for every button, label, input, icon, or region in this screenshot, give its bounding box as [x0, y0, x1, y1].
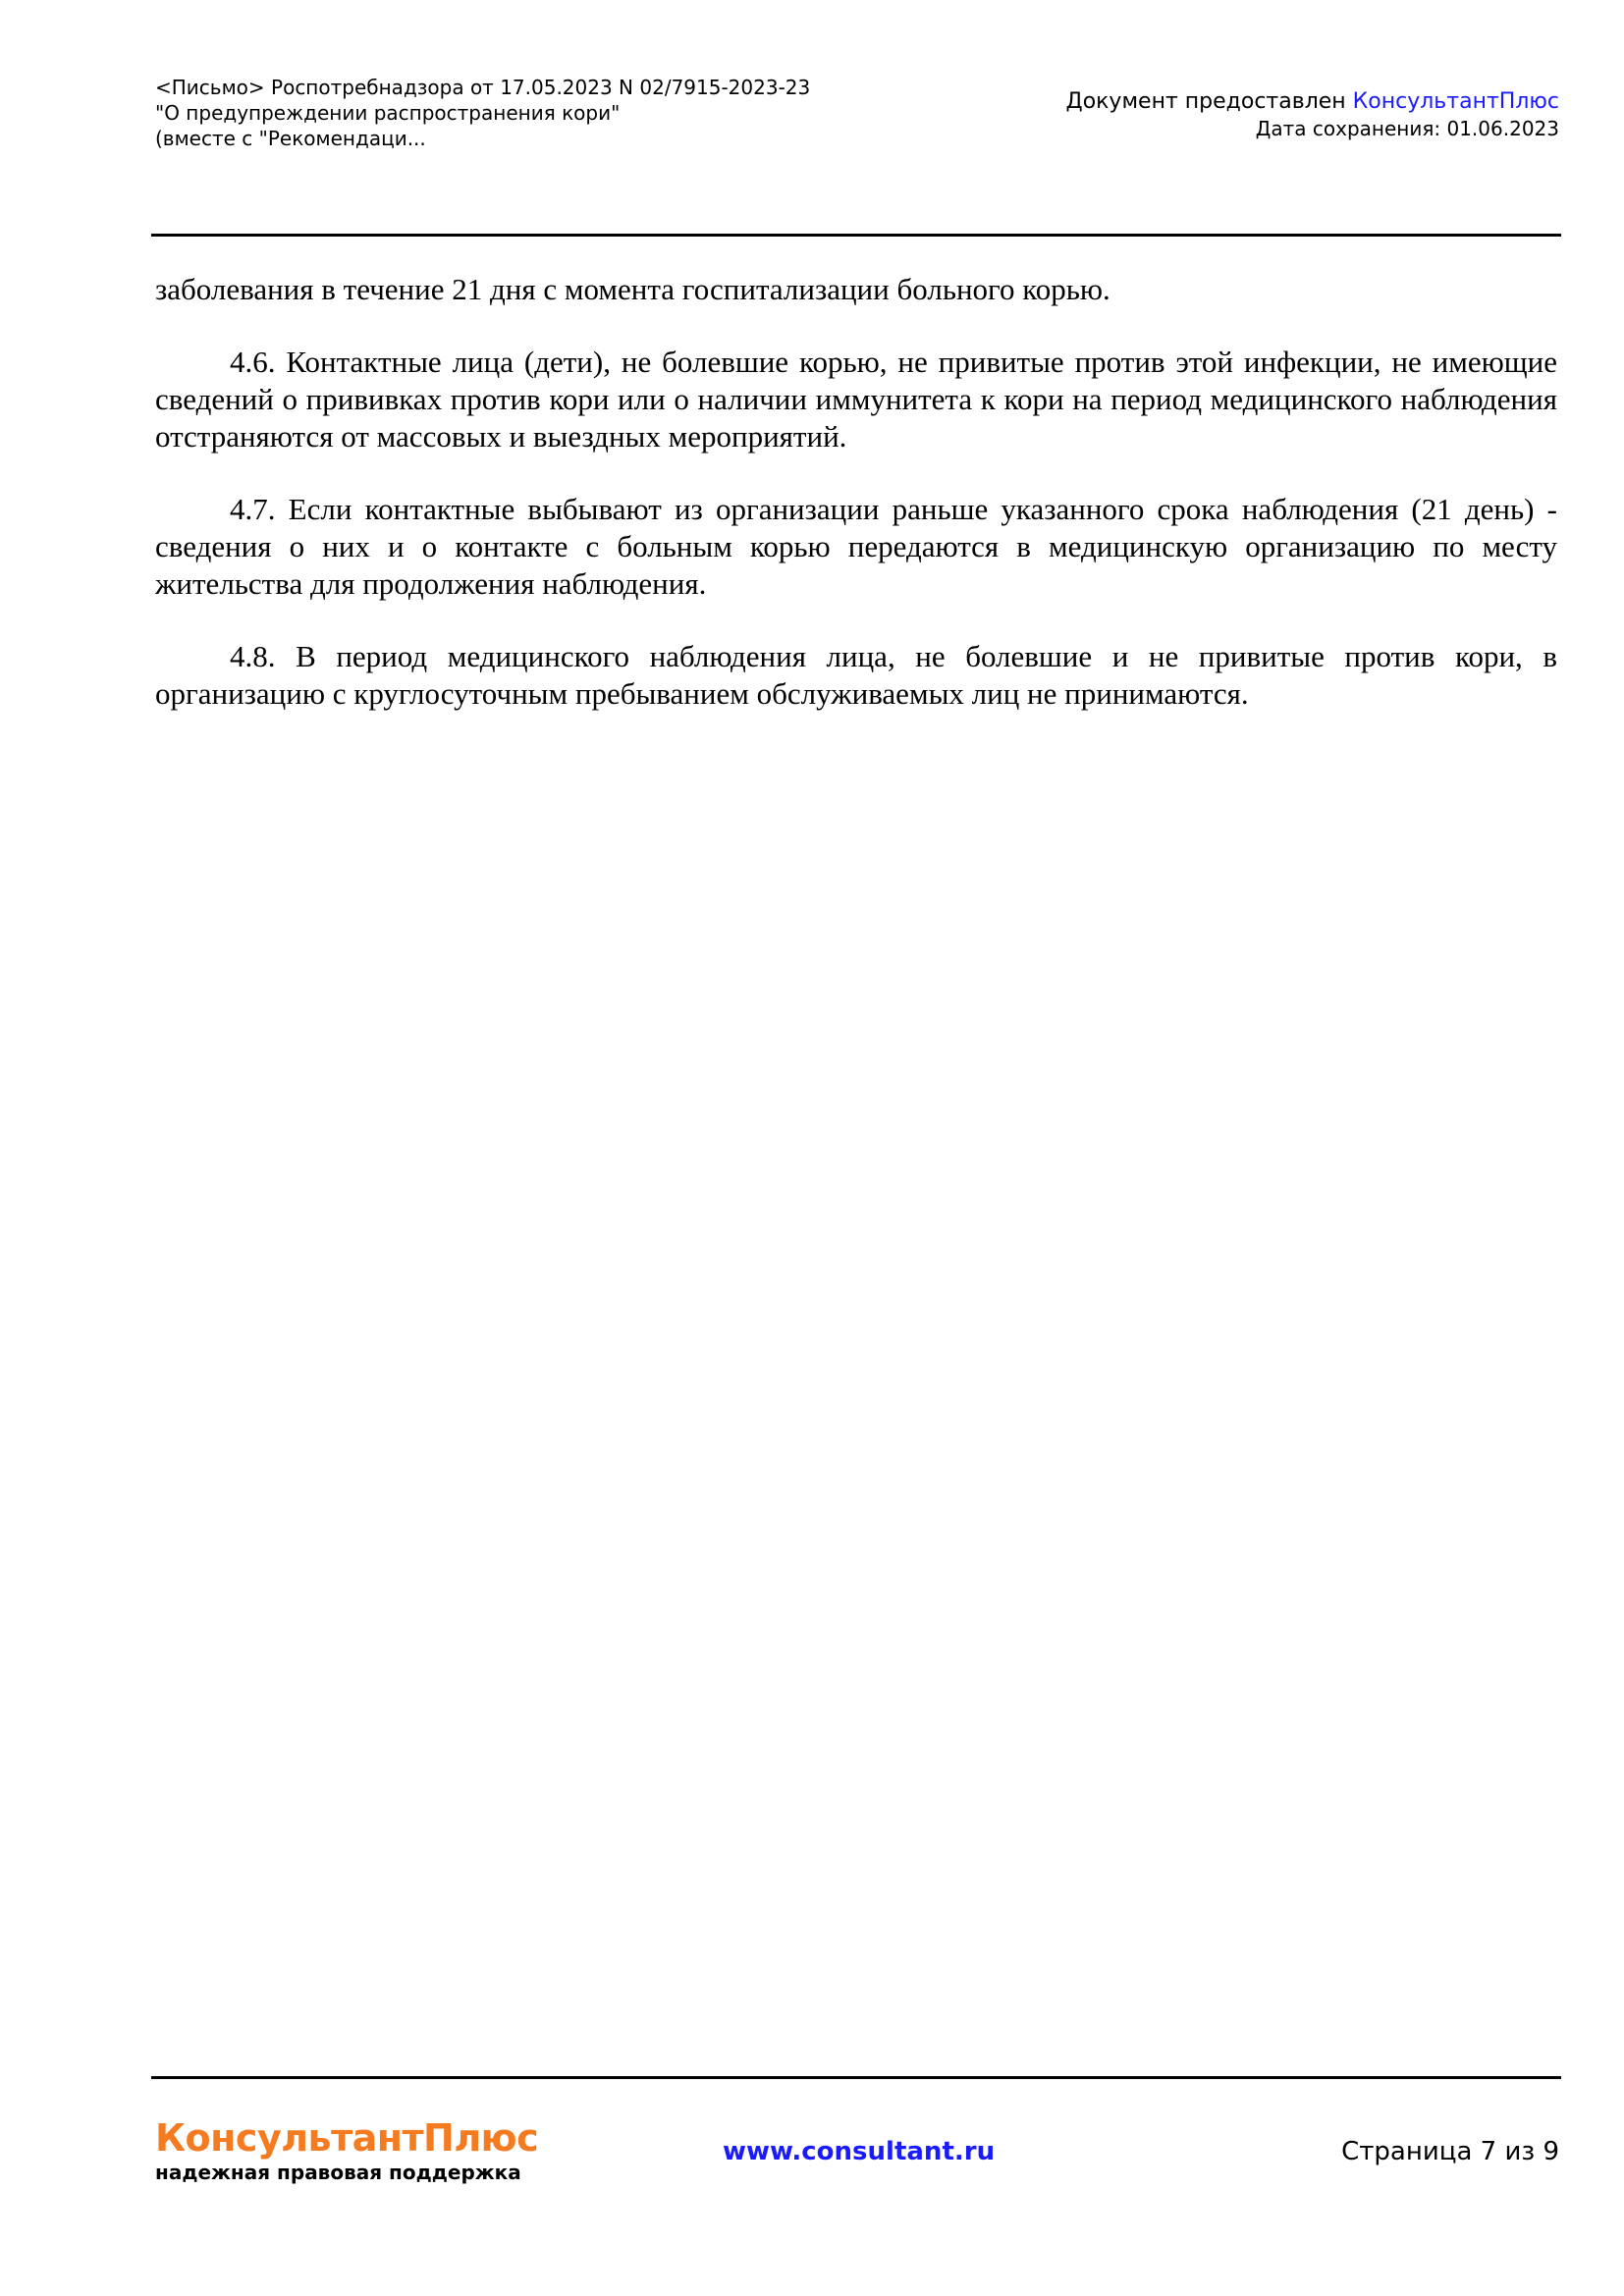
provided-by-line — [1066, 88, 1560, 116]
paragraph-4-6: 4.6. Контактные лица (дети), не болевшие корью, не привитые против этой инфекции, не имеющие сведений о прививках против кори или о наличии иммунитета к кори на период медицинского наблюдения отстраняются от массовых и выездных мероприятий. — [155, 345, 1557, 454]
website-link[interactable]: www.consultant.ru — [723, 2137, 996, 2166]
footer-divider — [151, 2076, 1561, 2079]
consultant-logo — [155, 2116, 538, 2185]
page-indicator: Страница 7 из 9 — [1341, 2137, 1559, 2166]
logo-tagline: надежная правовая поддержка — [155, 2161, 521, 2184]
document-title-header — [155, 75, 901, 151]
paragraph-4-7: 4.7. Если контактные выбывают из организации раньше указанного срока наблюдения (21 день) - сведения о них и о контакте с больным корью передаются в медицинскую организацию по месту жительства для продолжения наблюдения. — [155, 492, 1557, 601]
document-title-line-1: <Письмо> Роспотребнадзора от 17.05.2023 N 02/7915-2023-23 — [155, 76, 811, 99]
document-body — [155, 271, 1557, 748]
logo-name: КонсультантПлюс — [155, 2116, 539, 2160]
paragraph-continuation: заболевания в течение 21 дня с момента госпитализации больного корью. — [155, 272, 1110, 306]
provided-by-label: Документ предоставлен — [1065, 89, 1353, 114]
document-title-line-2: "О предупреждении распространения кори" — [155, 101, 621, 125]
provider-brand-link[interactable]: КонсультантПлюс — [1352, 89, 1559, 114]
document-title-line-3: (вместе с "Рекомендаци... — [155, 127, 426, 150]
provider-info — [1066, 88, 1560, 141]
paragraph-4-8: 4.8. В период медицинского наблюдения лица, не болевшие и не привитые против кори, в организацию с круглосуточным пребыванием обслуживаемых лиц не принимаются. — [155, 639, 1557, 711]
header-divider — [151, 234, 1561, 237]
save-date: Дата сохранения: 01.06.2023 — [1255, 117, 1559, 140]
